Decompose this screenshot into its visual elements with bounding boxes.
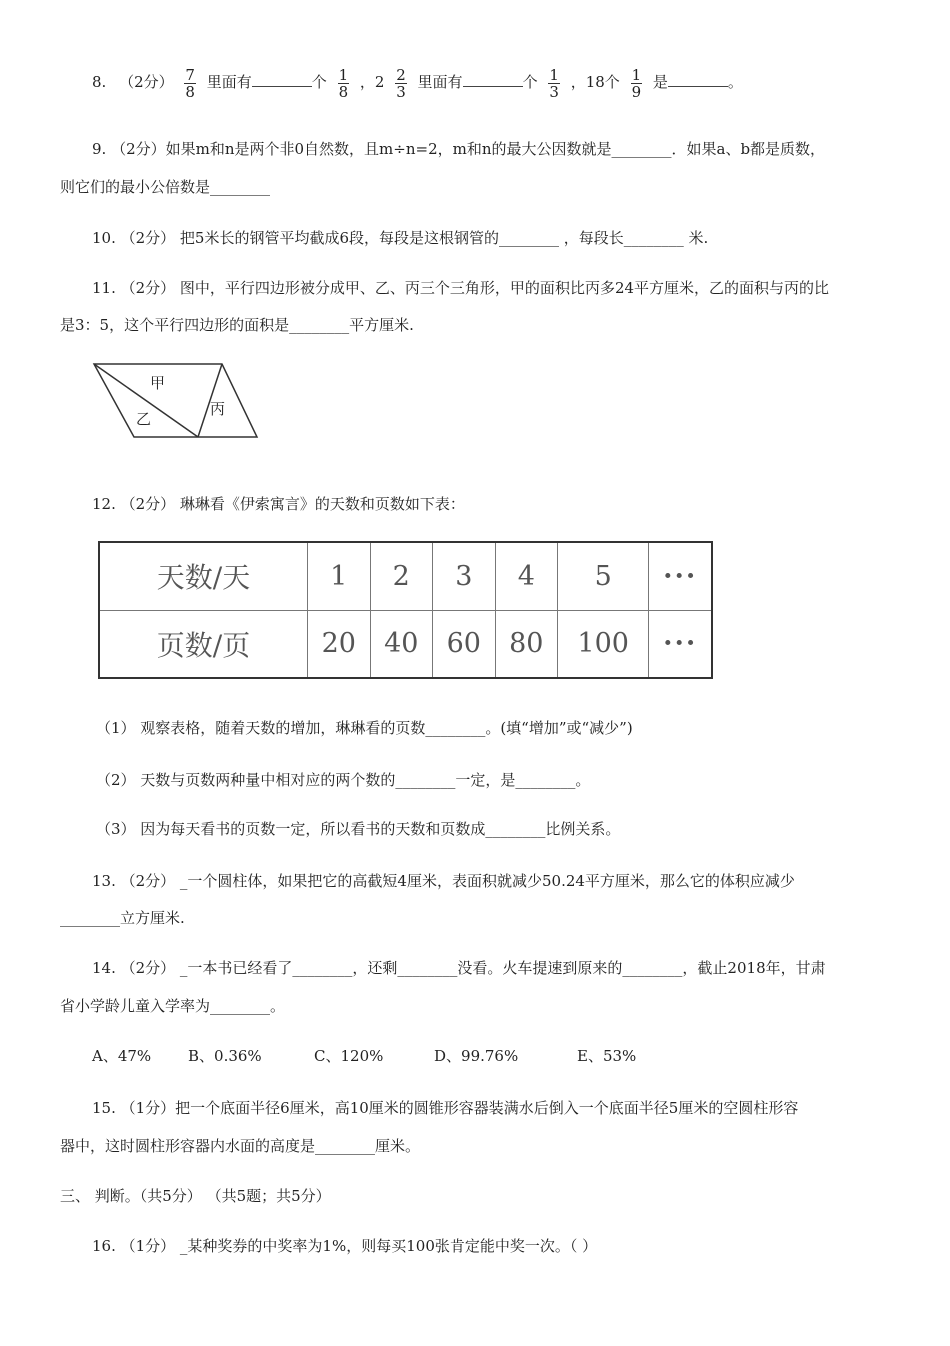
table-row [99, 542, 712, 610]
q8-blank-3[interactable] [668, 72, 728, 87]
q8-text: 。 [727, 73, 743, 91]
table-row [99, 610, 712, 678]
q12-sub-1: （1） 观察表格，随着天数的增加，琳琳看的页数________。(填“增加”或“减少”) [96, 719, 633, 737]
parallelogram-figure [90, 360, 265, 442]
option-b[interactable]: B、0.36% [188, 1047, 262, 1065]
reading-table [98, 541, 713, 679]
table-cell: 100 [558, 610, 649, 678]
q8-fraction-4: $\frac{1}{3}$ [549, 65, 559, 101]
table-cell: 60 [433, 610, 496, 678]
parallelogram-outline [94, 364, 257, 437]
q14-line-1: 14. （2分） _一本书已经看了________，还剩________没看。火车提速到原来的________，截止2018年，甘肃 [92, 959, 826, 977]
q8-fraction-5: $\frac{1}{9}$ [631, 65, 642, 101]
q8-text: ，2 [359, 73, 385, 91]
q13-line-2: ________立方厘米. [60, 909, 185, 927]
table-header-pages: 页数/页 [99, 610, 308, 678]
q8-text: 个 [522, 73, 538, 91]
table-cell: 40 [370, 610, 433, 678]
q9-line-1: 9. （2分）如果m和n是两个非0自然数，且m÷n=2，m和n的最大公因数就是________．如果a、b都是质数， [92, 140, 826, 158]
q8-text: 里面有 [206, 73, 252, 91]
q16-line-1: 16. （1分） _某种奖券的中奖率为1%，则每买100张肯定能中奖一次。（ ） [92, 1237, 598, 1255]
q14-options [92, 1045, 636, 1066]
table-cell: 5 [558, 542, 649, 610]
label-bing: 丙 [210, 400, 226, 418]
q10-line-1: 10. （2分） 把5米长的钢管平均截成6段，每段是这根钢管的________ ，每段长________ 米. [92, 229, 709, 247]
q15-line-1: 15. （1分）把一个底面半径6厘米，高10厘米的圆锥形容器装满水后倒入一个底面半径5厘米的空圆柱形容 [92, 1099, 799, 1117]
q8-text: 是 [652, 73, 668, 91]
table-cell: 80 [495, 610, 558, 678]
option-d[interactable]: D、99.76% [434, 1047, 519, 1065]
label-jia: 甲 [150, 374, 166, 392]
table-cell: 3 [433, 542, 496, 610]
q11-line-2: 是3：5，这个平行四边形的面积是________平方厘米. [60, 316, 414, 334]
table-cell: 4 [495, 542, 558, 610]
q8-blank-1[interactable] [252, 72, 312, 87]
q8-fraction-1: $\frac{7}{8}$ [185, 65, 195, 101]
table-cell: 2 [370, 542, 433, 610]
option-e[interactable]: E、53% [577, 1047, 637, 1065]
label-yi: 乙 [136, 410, 152, 428]
option-c[interactable]: C、120% [314, 1047, 384, 1065]
q11-line-1: 11. （2分） 图中，平行四边形被分成甲、乙、丙三个三角形，甲的面积比丙多24平方厘米，乙的面积与丙的比 [92, 279, 830, 297]
q8-number: 8. [92, 73, 107, 91]
q15-line-2: 器中，这时圆柱形容器内水面的高度是________厘米。 [60, 1137, 421, 1155]
question-8 [92, 64, 743, 100]
table-cell: ··· [649, 610, 712, 678]
option-a[interactable]: A、47% [92, 1047, 152, 1065]
table-cell: 20 [308, 610, 371, 678]
q8-fraction-3: $\frac{2}{3}$ [396, 65, 406, 101]
q12-intro: 12. （2分） 琳琳看《伊索寓言》的天数和页数如下表： [92, 495, 465, 513]
q8-text: 个 [311, 73, 327, 91]
table-cell: ··· [649, 542, 712, 610]
table-cell: 1 [308, 542, 371, 610]
q12-sub-3: （3） 因为每天看书的页数一定，所以看书的天数和页数成________比例关系。 [96, 820, 621, 838]
q12-sub-2: （2） 天数与页数两种量中相对应的两个数的________一定，是________。 [96, 771, 591, 789]
q8-score: （2分） [119, 73, 174, 91]
section-3-title: 三、 判断。（共5分） （共5题；共5分） [60, 1187, 331, 1205]
q8-blank-2[interactable] [463, 72, 523, 87]
q8-text: ，18个 [570, 73, 620, 91]
table-header-days: 天数/天 [99, 542, 308, 610]
q8-fraction-2: $\frac{1}{8}$ [338, 65, 349, 101]
q13-line-1: 13. （2分） _一个圆柱体，如果把它的高截短4厘米，表面积就减少50.24平方厘米，那么它的体积应减少 [92, 872, 795, 890]
q8-text: 里面有 [417, 73, 463, 91]
q14-line-2: 省小学龄儿童入学率为________。 [60, 997, 286, 1015]
q9-line-2: 则它们的最小公倍数是________ [60, 178, 271, 196]
